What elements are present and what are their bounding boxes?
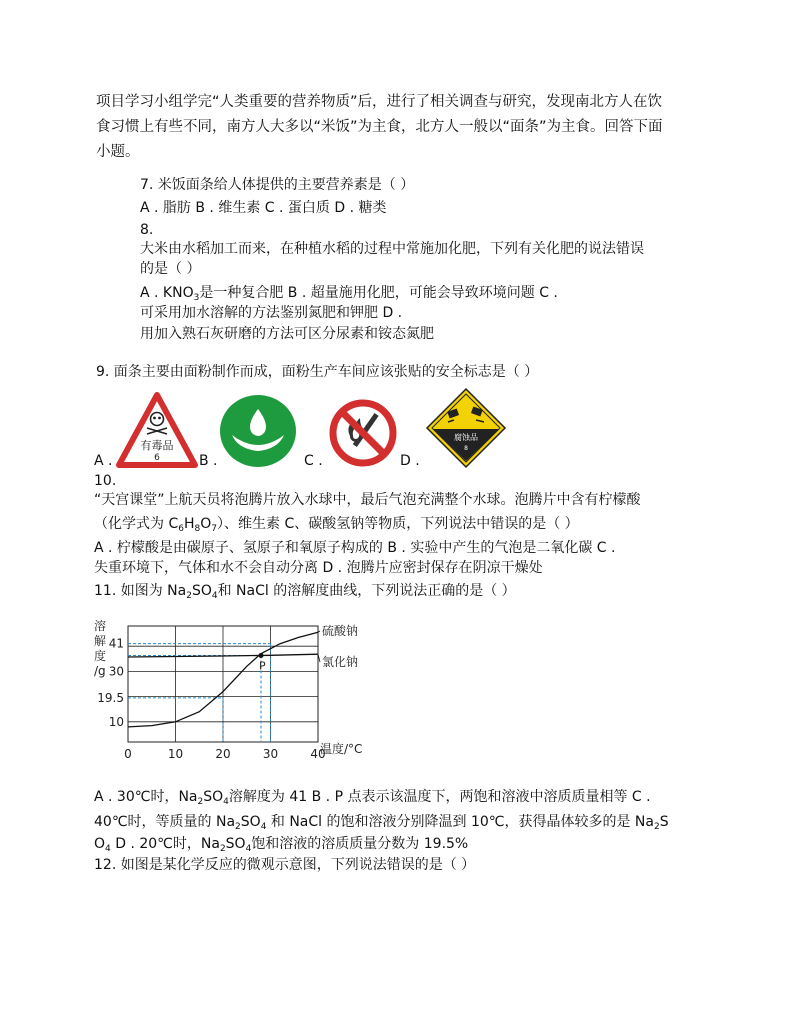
- q10-stem-1: “天宫课堂”上航天员将泡腾片放入水球中，最后气泡充满整个水球。泡腾片中含有柠檬酸: [94, 492, 641, 508]
- toxic-sign-text: 有毒品: [140, 439, 174, 452]
- q8-opt-a-pre: A . KNO: [140, 285, 194, 301]
- q10-stem2-pre: （化学式为 C: [94, 516, 179, 532]
- y-tick-label: 19.5: [97, 690, 124, 705]
- q11-opt3-sub1: 4: [105, 844, 111, 854]
- q8-opt-a-post: 是一种复合肥 B . 超量施用化肥，可能会导致环境问题 C .: [199, 285, 558, 301]
- q8-number: 8.: [140, 222, 154, 238]
- q11-opt2-sub1: 2: [235, 822, 241, 832]
- q8-option-c: 可采用加水溶解的方法鉴别氮肥和钾肥 D .: [140, 305, 403, 321]
- toxic-sign-number: 6: [154, 453, 160, 463]
- q11-opt3-so: SO: [225, 836, 246, 852]
- q10-number: 10.: [94, 473, 117, 489]
- q11-opt2-sub3: 2: [653, 822, 660, 832]
- y-tick-label: 41: [108, 636, 124, 651]
- x-tick-label: 40: [310, 747, 326, 761]
- toxic-sign-icon: [115, 391, 199, 469]
- q9-label-c: C .: [304, 453, 323, 469]
- q11-opt1-pre: A . 30℃时，Na: [94, 789, 198, 805]
- q9-label-d: D .: [400, 453, 420, 469]
- series-label-sodium-chloride: 氯化钠: [322, 655, 359, 669]
- q11-opt3-pre: O: [94, 836, 106, 852]
- q10-stem2-sub3: 7: [211, 524, 217, 534]
- q11-stem-pre: 11. 如图为 Na: [94, 583, 187, 599]
- q11-opt1-sub2: 4: [223, 797, 229, 807]
- q8-stem-2: 的是（ ）: [140, 261, 201, 277]
- chart-series: [128, 631, 320, 727]
- solubility-chart: [88, 612, 388, 777]
- q12-stem: 12. 如图是某化学反应的微观示意图，下列说法错误的是（ ）: [94, 857, 476, 873]
- y-tick-label: 10: [108, 714, 124, 729]
- q11-opt3-sub3: 4: [245, 844, 252, 854]
- q11-opt3-post: 饱和溶液的溶质质量分数为 19.5%: [251, 836, 469, 852]
- q11-opt2-sub2: 4: [260, 822, 267, 832]
- q11-stem-post: 和 NaCl 的溶解度曲线，下列说法正确的是（ ）: [217, 583, 516, 599]
- q11-options-2: [94, 812, 669, 832]
- intro-line-2: 食习惯上有些不同，南方人大多以“米饭”为主食，北方人一般以“面条”为主食。回答下面: [96, 119, 663, 135]
- water-saving-sign-icon: [218, 393, 298, 469]
- q8-stem-1: 大米由水稻加工而来，在种植水稻的过程中常施加化肥，下列有关化肥的说法错误: [140, 241, 644, 257]
- q11-opt1-so: SO: [203, 789, 224, 805]
- q11-options-1: [94, 787, 651, 807]
- q9-label-b: B .: [199, 453, 218, 469]
- q11-opt3-mid: D . 20℃时，Na: [110, 836, 220, 852]
- q8-option-d: 用加入熟石灰研磨的方法可区分尿素和铵态氮肥: [140, 326, 434, 342]
- q11-opt1-post: 溶解度为 41 B . P 点表示该温度下，两饱和溶液中溶质质量相等 C .: [228, 789, 651, 805]
- q11-opt2-pre: 40℃时，等质量的 Na: [94, 814, 236, 830]
- chart-guides: [128, 644, 271, 742]
- q11-stem-sub1: 2: [186, 591, 192, 601]
- q10-stem2-sub1: 6: [178, 524, 184, 534]
- q7-options: A . 脂肪 B . 维生素 C . 蛋白质 D . 糖类: [140, 200, 387, 216]
- q9-stem: 9. 面条主要由面粉制作而成，面粉生产车间应该张贴的安全标志是（ ）: [96, 364, 539, 380]
- point-label-p: P: [259, 659, 266, 673]
- corrosive-sign-icon: [424, 386, 508, 470]
- y-axis-label-part: 度: [94, 649, 107, 663]
- x-tick-label: 10: [167, 747, 184, 761]
- q9-label-a: A .: [94, 453, 113, 469]
- x-tick-label: 0: [124, 747, 132, 761]
- corrosive-sign-number: 8: [464, 445, 468, 452]
- q10-options-2: 失重环境下，气体和水不会自动分离 D . 泡腾片应密封保存在阴凉干燥处: [94, 560, 543, 576]
- q10-stem2-post: ）、维生素 C、碳酸氢钠等物质，下列说法中错误的是（ ）: [217, 516, 579, 532]
- q10-stem2-h: H: [183, 516, 195, 532]
- q11-stem-so: SO: [191, 583, 212, 599]
- q7-stem: 7. 米饭面条给人体提供的主要营养素是（ ）: [140, 177, 415, 193]
- series-label-sodium-sulfate: 硫酸钠: [322, 624, 359, 638]
- y-axis-label-part: 解: [94, 634, 107, 648]
- y-axis-label-part: 溶: [94, 619, 107, 633]
- q11-stem: [94, 581, 516, 601]
- q11-opt3-sub2: 2: [219, 844, 226, 854]
- q10-options-1: A . 柠檬酸是由碳原子、氢原子和氧原子构成的 B . 实验中产生的气泡是二氧化碳 C .: [94, 540, 616, 556]
- x-tick-label: 30: [262, 747, 279, 761]
- x-axis-label: 温度/°C: [320, 742, 363, 756]
- q11-opt2-post: 和 NaCl 的饱和溶液分别降温到 10℃，获得晶体较多的是 Na: [266, 814, 654, 830]
- intro-line-1: 项目学习小组学完“人类重要的营养物质”后，进行了相关调查与研究，发现南北方人在饮: [96, 94, 663, 110]
- q10-stem2-sub2: 8: [194, 524, 201, 534]
- q11-opt1-sub1: 2: [197, 797, 204, 807]
- q11-opt2-end: S: [659, 814, 669, 830]
- q11-options-3: [94, 834, 468, 854]
- no-smoking-sign-icon: [328, 398, 398, 468]
- q10-stem2-o: O: [200, 516, 212, 532]
- q8-option-a: [140, 283, 558, 303]
- y-tick-label: 30: [108, 664, 124, 679]
- point-p-marker: [259, 653, 264, 658]
- intro-line-3: 小题。: [96, 144, 140, 160]
- corrosive-sign-text: 腐蚀品: [454, 433, 478, 442]
- q10-stem-2: [94, 514, 579, 534]
- q11-stem-sub2: 4: [211, 591, 218, 601]
- y-axis-label-part: /g: [94, 664, 106, 678]
- x-tick-label: 20: [215, 747, 231, 761]
- q8-opt-a-sub: 3: [193, 293, 200, 303]
- q11-opt2-so: SO: [240, 814, 261, 830]
- y-axis-label: [94, 618, 106, 678]
